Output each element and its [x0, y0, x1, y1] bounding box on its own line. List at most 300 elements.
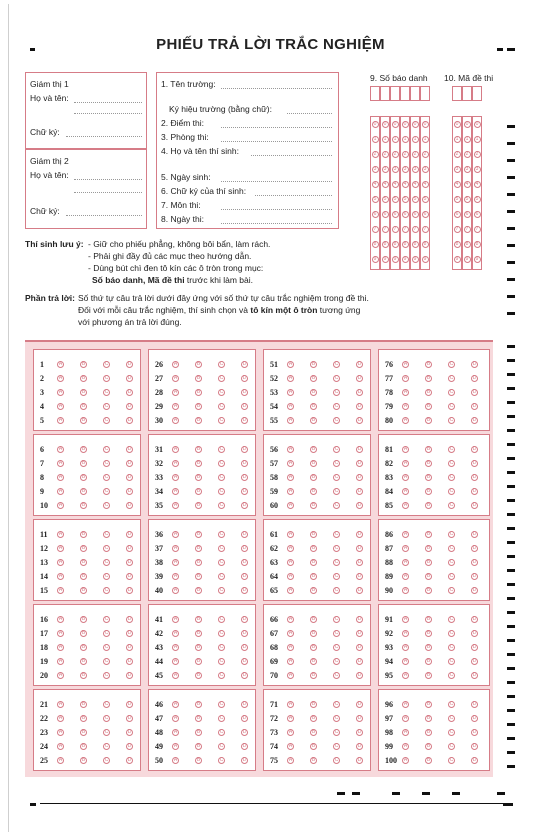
answer-bubble[interactable]: A	[288, 375, 293, 381]
answer-bubble[interactable]: A	[288, 715, 293, 721]
answer-bubble[interactable]: D	[357, 701, 362, 707]
digit-bubble[interactable]: 1	[474, 136, 481, 143]
answer-bubble[interactable]: A	[403, 474, 408, 480]
answer-bubble[interactable]: D	[357, 502, 362, 508]
answer-bubble[interactable]: B	[81, 573, 86, 579]
answer-bubble[interactable]: D	[472, 715, 477, 721]
answer-bubble[interactable]: D	[127, 644, 132, 650]
answer-bubble[interactable]: A	[58, 361, 63, 367]
answer-bubble[interactable]: B	[196, 460, 201, 466]
answer-bubble[interactable]: A	[403, 361, 408, 367]
answer-bubble[interactable]: C	[104, 446, 109, 452]
answer-bubble[interactable]: D	[357, 587, 362, 593]
digit-bubble[interactable]: 9	[422, 256, 429, 263]
answer-bubble[interactable]: D	[127, 672, 132, 678]
answer-bubble[interactable]: A	[58, 460, 63, 466]
digit-bubble[interactable]: 5	[382, 196, 389, 203]
answer-bubble[interactable]: C	[104, 488, 109, 494]
answer-bubble[interactable]: A	[288, 559, 293, 565]
digit-bubble[interactable]: 2	[392, 151, 399, 158]
answer-bubble[interactable]: B	[81, 743, 86, 749]
answer-bubble[interactable]: C	[334, 361, 339, 367]
answer-bubble[interactable]: C	[334, 743, 339, 749]
answer-bubble[interactable]: C	[334, 559, 339, 565]
digit-bubble[interactable]: 7	[454, 226, 461, 233]
answer-bubble[interactable]: C	[104, 672, 109, 678]
answer-bubble[interactable]: D	[127, 616, 132, 622]
answer-bubble[interactable]: C	[449, 460, 454, 466]
answer-bubble[interactable]: B	[311, 446, 316, 452]
answer-bubble[interactable]: C	[219, 616, 224, 622]
answer-bubble[interactable]: C	[104, 743, 109, 749]
answer-bubble[interactable]: A	[58, 701, 63, 707]
answer-bubble[interactable]: B	[426, 743, 431, 749]
answer-bubble[interactable]: D	[357, 361, 362, 367]
digit-bubble[interactable]: 1	[422, 136, 429, 143]
answer-bubble[interactable]: D	[357, 531, 362, 537]
answer-bubble[interactable]: D	[127, 502, 132, 508]
answer-bubble[interactable]: C	[104, 587, 109, 593]
answer-bubble[interactable]: B	[196, 630, 201, 636]
answer-bubble[interactable]: C	[219, 531, 224, 537]
answer-bubble[interactable]: A	[173, 488, 178, 494]
digit-bubble[interactable]: 2	[422, 151, 429, 158]
answer-bubble[interactable]: D	[472, 531, 477, 537]
answer-bubble[interactable]: D	[127, 701, 132, 707]
answer-bubble[interactable]: C	[449, 729, 454, 735]
answer-bubble[interactable]: D	[357, 715, 362, 721]
answer-bubble[interactable]: C	[449, 417, 454, 423]
answer-bubble[interactable]: B	[426, 587, 431, 593]
answer-bubble[interactable]: B	[196, 587, 201, 593]
digit-bubble[interactable]: 9	[454, 256, 461, 263]
answer-bubble[interactable]: D	[472, 502, 477, 508]
answer-bubble[interactable]: C	[219, 446, 224, 452]
id-digit-box[interactable]	[420, 86, 430, 101]
answer-bubble[interactable]: D	[357, 559, 362, 565]
answer-bubble[interactable]: B	[311, 644, 316, 650]
digit-bubble[interactable]: 4	[382, 181, 389, 188]
answer-bubble[interactable]: C	[219, 389, 224, 395]
answer-bubble[interactable]: C	[449, 757, 454, 763]
answer-bubble[interactable]: D	[127, 587, 132, 593]
answer-bubble[interactable]: C	[219, 460, 224, 466]
digit-bubble[interactable]: 3	[422, 166, 429, 173]
answer-bubble[interactable]: D	[127, 488, 132, 494]
answer-bubble[interactable]: B	[196, 757, 201, 763]
answer-bubble[interactable]: C	[104, 658, 109, 664]
answer-bubble[interactable]: A	[403, 587, 408, 593]
answer-bubble[interactable]: D	[242, 417, 247, 423]
answer-bubble[interactable]: A	[403, 488, 408, 494]
answer-bubble[interactable]: B	[81, 545, 86, 551]
answer-bubble[interactable]: C	[449, 403, 454, 409]
answer-bubble[interactable]: D	[472, 545, 477, 551]
answer-bubble[interactable]: D	[127, 474, 132, 480]
answer-bubble[interactable]: C	[219, 729, 224, 735]
answer-bubble[interactable]: C	[104, 545, 109, 551]
digit-bubble[interactable]: 5	[474, 196, 481, 203]
digit-bubble[interactable]: 1	[382, 136, 389, 143]
digit-bubble[interactable]: 3	[464, 166, 471, 173]
answer-bubble[interactable]: B	[196, 743, 201, 749]
answer-bubble[interactable]: B	[311, 375, 316, 381]
answer-bubble[interactable]: A	[173, 545, 178, 551]
answer-bubble[interactable]: B	[426, 701, 431, 707]
answer-bubble[interactable]: D	[242, 701, 247, 707]
answer-bubble[interactable]: B	[426, 361, 431, 367]
answer-bubble[interactable]: D	[242, 715, 247, 721]
answer-bubble[interactable]: A	[288, 757, 293, 763]
answer-bubble[interactable]: B	[426, 375, 431, 381]
digit-bubble[interactable]: 0	[464, 121, 471, 128]
answer-bubble[interactable]: B	[81, 488, 86, 494]
answer-bubble[interactable]: C	[219, 502, 224, 508]
answer-bubble[interactable]: B	[81, 587, 86, 593]
digit-bubble[interactable]: 2	[402, 151, 409, 158]
answer-bubble[interactable]: D	[357, 573, 362, 579]
id-digit-box[interactable]	[462, 86, 472, 101]
answer-bubble[interactable]: B	[426, 488, 431, 494]
answer-bubble[interactable]: C	[449, 644, 454, 650]
digit-bubble[interactable]: 8	[422, 241, 429, 248]
answer-bubble[interactable]: C	[334, 417, 339, 423]
digit-bubble[interactable]: 6	[412, 211, 419, 218]
field-line[interactable]	[221, 88, 332, 89]
answer-bubble[interactable]: D	[242, 757, 247, 763]
answer-bubble[interactable]: C	[104, 502, 109, 508]
digit-bubble[interactable]: 4	[454, 181, 461, 188]
digit-bubble[interactable]: 0	[402, 121, 409, 128]
answer-bubble[interactable]: A	[403, 701, 408, 707]
answer-bubble[interactable]: D	[472, 573, 477, 579]
answer-bubble[interactable]: D	[357, 672, 362, 678]
answer-bubble[interactable]: D	[357, 375, 362, 381]
answer-bubble[interactable]: D	[472, 630, 477, 636]
answer-bubble[interactable]: B	[426, 460, 431, 466]
digit-bubble[interactable]: 3	[382, 166, 389, 173]
answer-bubble[interactable]: A	[288, 389, 293, 395]
id-digit-box[interactable]	[380, 86, 390, 101]
answer-bubble[interactable]: A	[288, 417, 293, 423]
answer-bubble[interactable]: D	[242, 630, 247, 636]
answer-bubble[interactable]: D	[127, 715, 132, 721]
answer-bubble[interactable]: C	[104, 559, 109, 565]
answer-bubble[interactable]: B	[196, 488, 201, 494]
answer-bubble[interactable]: D	[357, 417, 362, 423]
digit-bubble[interactable]: 6	[372, 211, 379, 218]
digit-bubble[interactable]: 1	[392, 136, 399, 143]
answer-bubble[interactable]: A	[58, 729, 63, 735]
answer-bubble[interactable]: B	[196, 573, 201, 579]
digit-bubble[interactable]: 2	[372, 151, 379, 158]
answer-bubble[interactable]: C	[334, 587, 339, 593]
answer-bubble[interactable]: C	[334, 715, 339, 721]
answer-bubble[interactable]: C	[104, 715, 109, 721]
answer-bubble[interactable]: A	[403, 616, 408, 622]
answer-bubble[interactable]: B	[196, 729, 201, 735]
answer-bubble[interactable]: A	[403, 375, 408, 381]
answer-bubble[interactable]: C	[334, 672, 339, 678]
digit-bubble[interactable]: 4	[392, 181, 399, 188]
answer-bubble[interactable]: D	[242, 488, 247, 494]
answer-bubble[interactable]: C	[219, 488, 224, 494]
answer-bubble[interactable]: A	[288, 701, 293, 707]
answer-bubble[interactable]: D	[472, 644, 477, 650]
answer-bubble[interactable]: D	[472, 375, 477, 381]
answer-bubble[interactable]: D	[472, 403, 477, 409]
answer-bubble[interactable]: A	[58, 630, 63, 636]
digit-bubble[interactable]: 9	[474, 256, 481, 263]
answer-bubble[interactable]: A	[288, 743, 293, 749]
answer-bubble[interactable]: D	[127, 729, 132, 735]
digit-bubble[interactable]: 4	[474, 181, 481, 188]
digit-bubble[interactable]: 8	[412, 241, 419, 248]
answer-bubble[interactable]: A	[58, 474, 63, 480]
digit-bubble[interactable]: 0	[372, 121, 379, 128]
answer-bubble[interactable]: D	[127, 743, 132, 749]
answer-bubble[interactable]: B	[196, 658, 201, 664]
digit-bubble[interactable]: 5	[402, 196, 409, 203]
answer-bubble[interactable]: C	[104, 616, 109, 622]
answer-bubble[interactable]: C	[104, 757, 109, 763]
answer-bubble[interactable]: C	[334, 616, 339, 622]
digit-bubble[interactable]: 2	[464, 151, 471, 158]
digit-bubble[interactable]: 9	[372, 256, 379, 263]
answer-bubble[interactable]: A	[288, 630, 293, 636]
answer-bubble[interactable]: A	[58, 573, 63, 579]
answer-bubble[interactable]: A	[173, 757, 178, 763]
digit-bubble[interactable]: 0	[382, 121, 389, 128]
answer-bubble[interactable]: B	[81, 701, 86, 707]
answer-bubble[interactable]: A	[288, 644, 293, 650]
answer-bubble[interactable]: B	[81, 757, 86, 763]
answer-bubble[interactable]: B	[311, 474, 316, 480]
answer-bubble[interactable]: D	[472, 446, 477, 452]
answer-bubble[interactable]: A	[288, 616, 293, 622]
digit-bubble[interactable]: 0	[474, 121, 481, 128]
digit-bubble[interactable]: 0	[454, 121, 461, 128]
answer-bubble[interactable]: C	[449, 701, 454, 707]
answer-bubble[interactable]: B	[196, 701, 201, 707]
answer-bubble[interactable]: A	[173, 502, 178, 508]
answer-bubble[interactable]: C	[219, 573, 224, 579]
digit-bubble[interactable]: 8	[454, 241, 461, 248]
answer-bubble[interactable]: D	[357, 757, 362, 763]
answer-bubble[interactable]: B	[426, 715, 431, 721]
digit-bubble[interactable]: 7	[464, 226, 471, 233]
answer-bubble[interactable]: A	[58, 672, 63, 678]
answer-bubble[interactable]: C	[449, 630, 454, 636]
answer-bubble[interactable]: A	[288, 403, 293, 409]
answer-bubble[interactable]: D	[357, 729, 362, 735]
answer-bubble[interactable]: B	[426, 502, 431, 508]
answer-bubble[interactable]: A	[403, 715, 408, 721]
answer-bubble[interactable]: D	[357, 460, 362, 466]
answer-bubble[interactable]: A	[173, 403, 178, 409]
digit-bubble[interactable]: 0	[392, 121, 399, 128]
answer-bubble[interactable]: C	[219, 375, 224, 381]
answer-bubble[interactable]: D	[357, 644, 362, 650]
answer-bubble[interactable]: A	[403, 757, 408, 763]
answer-bubble[interactable]: D	[472, 658, 477, 664]
digit-bubble[interactable]: 4	[372, 181, 379, 188]
answer-bubble[interactable]: B	[311, 531, 316, 537]
answer-bubble[interactable]: C	[334, 729, 339, 735]
answer-bubble[interactable]: C	[449, 389, 454, 395]
answer-bubble[interactable]: B	[81, 460, 86, 466]
answer-bubble[interactable]: D	[242, 729, 247, 735]
answer-bubble[interactable]: D	[127, 658, 132, 664]
answer-bubble[interactable]: A	[173, 417, 178, 423]
answer-bubble[interactable]: B	[311, 460, 316, 466]
answer-bubble[interactable]: D	[127, 389, 132, 395]
answer-bubble[interactable]: D	[127, 460, 132, 466]
answer-bubble[interactable]: A	[403, 417, 408, 423]
answer-bubble[interactable]: B	[426, 672, 431, 678]
answer-bubble[interactable]: B	[81, 715, 86, 721]
answer-bubble[interactable]: A	[288, 573, 293, 579]
answer-bubble[interactable]: B	[311, 502, 316, 508]
answer-bubble[interactable]: D	[242, 545, 247, 551]
answer-bubble[interactable]: B	[81, 375, 86, 381]
answer-bubble[interactable]: B	[196, 403, 201, 409]
digit-bubble[interactable]: 6	[402, 211, 409, 218]
answer-bubble[interactable]: D	[127, 757, 132, 763]
answer-bubble[interactable]: B	[311, 559, 316, 565]
answer-bubble[interactable]: A	[288, 460, 293, 466]
answer-bubble[interactable]: B	[196, 531, 201, 537]
answer-bubble[interactable]: A	[173, 587, 178, 593]
answer-bubble[interactable]: C	[449, 559, 454, 565]
digit-bubble[interactable]: 2	[474, 151, 481, 158]
answer-bubble[interactable]: A	[58, 587, 63, 593]
answer-bubble[interactable]: B	[426, 417, 431, 423]
answer-bubble[interactable]: C	[334, 474, 339, 480]
answer-bubble[interactable]: A	[288, 545, 293, 551]
answer-bubble[interactable]: D	[127, 531, 132, 537]
answer-bubble[interactable]: C	[334, 502, 339, 508]
answer-bubble[interactable]: D	[472, 729, 477, 735]
answer-bubble[interactable]: D	[242, 559, 247, 565]
answer-bubble[interactable]: A	[58, 403, 63, 409]
answer-bubble[interactable]: A	[288, 474, 293, 480]
answer-bubble[interactable]: D	[472, 672, 477, 678]
digit-bubble[interactable]: 8	[382, 241, 389, 248]
answer-bubble[interactable]: C	[219, 644, 224, 650]
answer-bubble[interactable]: B	[81, 474, 86, 480]
field-line[interactable]	[221, 181, 332, 182]
answer-bubble[interactable]: A	[173, 715, 178, 721]
answer-bubble[interactable]: B	[81, 361, 86, 367]
answer-bubble[interactable]: B	[311, 573, 316, 579]
answer-bubble[interactable]: D	[472, 587, 477, 593]
digit-bubble[interactable]: 9	[464, 256, 471, 263]
digit-bubble[interactable]: 8	[372, 241, 379, 248]
digit-bubble[interactable]: 3	[412, 166, 419, 173]
digit-bubble[interactable]: 7	[392, 226, 399, 233]
answer-bubble[interactable]: D	[242, 403, 247, 409]
digit-bubble[interactable]: 7	[402, 226, 409, 233]
digit-bubble[interactable]: 9	[392, 256, 399, 263]
answer-bubble[interactable]: A	[173, 743, 178, 749]
answer-bubble[interactable]: B	[426, 630, 431, 636]
digit-bubble[interactable]: 5	[464, 196, 471, 203]
answer-bubble[interactable]: B	[426, 403, 431, 409]
answer-bubble[interactable]: C	[219, 757, 224, 763]
answer-bubble[interactable]: C	[449, 375, 454, 381]
answer-bubble[interactable]: A	[403, 531, 408, 537]
field-line[interactable]	[221, 223, 332, 224]
answer-bubble[interactable]: C	[219, 417, 224, 423]
answer-bubble[interactable]: D	[242, 658, 247, 664]
field-line[interactable]	[221, 209, 332, 210]
answer-bubble[interactable]: C	[219, 474, 224, 480]
answer-bubble[interactable]: B	[81, 417, 86, 423]
answer-bubble[interactable]: C	[449, 672, 454, 678]
digit-bubble[interactable]: 6	[422, 211, 429, 218]
answer-bubble[interactable]: B	[311, 701, 316, 707]
answer-bubble[interactable]: B	[196, 715, 201, 721]
answer-bubble[interactable]: C	[104, 729, 109, 735]
answer-bubble[interactable]: C	[334, 644, 339, 650]
answer-bubble[interactable]: A	[173, 672, 178, 678]
answer-bubble[interactable]: D	[242, 616, 247, 622]
digit-bubble[interactable]: 0	[422, 121, 429, 128]
digit-bubble[interactable]: 2	[382, 151, 389, 158]
answer-bubble[interactable]: D	[472, 488, 477, 494]
answer-bubble[interactable]: B	[311, 672, 316, 678]
answer-bubble[interactable]: B	[311, 743, 316, 749]
answer-bubble[interactable]: D	[357, 488, 362, 494]
answer-bubble[interactable]: B	[426, 644, 431, 650]
answer-bubble[interactable]: D	[472, 616, 477, 622]
answer-bubble[interactable]: D	[357, 743, 362, 749]
id-digit-box[interactable]	[390, 86, 400, 101]
answer-bubble[interactable]: A	[288, 361, 293, 367]
answer-bubble[interactable]: B	[81, 559, 86, 565]
id-digit-box[interactable]	[452, 86, 462, 101]
answer-bubble[interactable]: A	[403, 446, 408, 452]
answer-bubble[interactable]: B	[196, 559, 201, 565]
answer-bubble[interactable]: D	[242, 460, 247, 466]
answer-bubble[interactable]: D	[127, 403, 132, 409]
answer-bubble[interactable]: A	[58, 715, 63, 721]
answer-bubble[interactable]: D	[127, 361, 132, 367]
answer-bubble[interactable]: C	[104, 701, 109, 707]
answer-bubble[interactable]: C	[334, 375, 339, 381]
answer-bubble[interactable]: C	[334, 630, 339, 636]
answer-bubble[interactable]: B	[196, 375, 201, 381]
answer-bubble[interactable]: A	[58, 644, 63, 650]
digit-bubble[interactable]: 8	[402, 241, 409, 248]
answer-bubble[interactable]: D	[357, 389, 362, 395]
digit-bubble[interactable]: 8	[392, 241, 399, 248]
answer-bubble[interactable]: A	[288, 531, 293, 537]
answer-bubble[interactable]: B	[311, 403, 316, 409]
answer-bubble[interactable]: A	[58, 616, 63, 622]
answer-bubble[interactable]: C	[219, 587, 224, 593]
answer-bubble[interactable]: A	[58, 743, 63, 749]
answer-bubble[interactable]: B	[426, 545, 431, 551]
answer-bubble[interactable]: B	[311, 616, 316, 622]
digit-bubble[interactable]: 2	[412, 151, 419, 158]
answer-bubble[interactable]: A	[58, 446, 63, 452]
answer-bubble[interactable]: A	[173, 630, 178, 636]
field-line[interactable]	[287, 113, 332, 114]
answer-bubble[interactable]: B	[311, 361, 316, 367]
answer-bubble[interactable]: C	[449, 573, 454, 579]
